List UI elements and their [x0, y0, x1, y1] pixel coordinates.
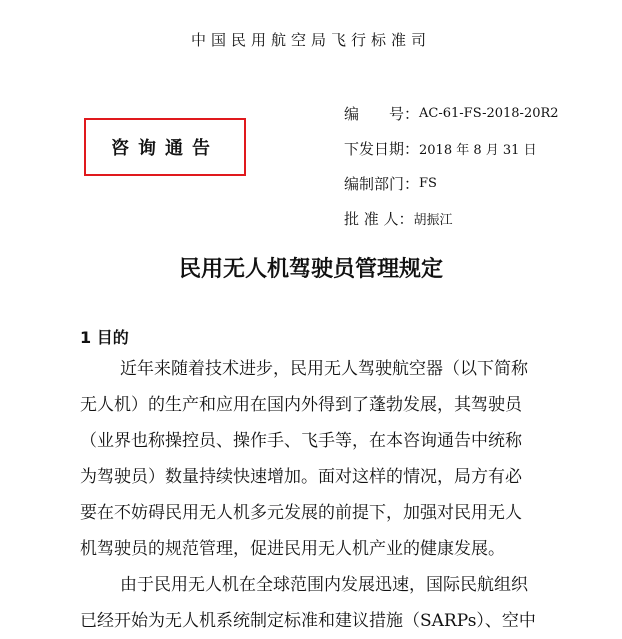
meta-value: FS: [419, 176, 437, 191]
body-line: 要在不妨碍民用无人机多元发展的前提下，加强对民用无人: [80, 503, 522, 523]
meta-doc-number: [344, 96, 559, 131]
meta-label: 下发日期：: [344, 140, 420, 158]
body-line: 无人机）的生产和应用在国内外得到了蓬勃发展，其驾驶员: [80, 395, 522, 415]
meta-issue-date: [344, 131, 559, 166]
meta-approver: [344, 201, 559, 236]
meta-label: 批 准 人：: [344, 210, 414, 228]
meta-value: 2018 年 8 月 31 日: [419, 143, 537, 158]
body-line: 由于民用无人机在全球范围内发展迅速，国际民航组织: [120, 575, 528, 595]
meta-label: 编 号：: [344, 105, 420, 123]
notice-type-box: [84, 118, 246, 176]
document-title: 民用无人机驾驶员管理规定: [178, 257, 443, 282]
meta-department: [344, 166, 559, 201]
section-heading: 1 目的: [80, 328, 129, 347]
body-line: 已经开始为无人机系统制定标准和建议措施（SARPs）、空中: [80, 611, 536, 631]
body-line: 机驾驶员的规范管理，促进民用无人机产业的健康发展。: [80, 539, 505, 559]
meta-value: 胡振江: [413, 213, 453, 228]
document-meta: [344, 96, 559, 236]
body-line: （业界也称操控员、操作手、飞手等，在本咨询通告中统称: [80, 431, 522, 451]
body-line: 为驾驶员）数量持续快速增加。面对这样的情况，局方有必: [80, 467, 522, 487]
notice-type-label: 咨询通告: [111, 138, 219, 159]
body-line: 近年来随着技术进步，民用无人驾驶航空器（以下简称: [120, 359, 528, 379]
meta-label: 编制部门：: [344, 175, 420, 193]
meta-value: AC-61-FS-2018-20R2: [419, 106, 559, 121]
issuing-agency: 中国民用航空局飞行标准司: [190, 31, 431, 49]
